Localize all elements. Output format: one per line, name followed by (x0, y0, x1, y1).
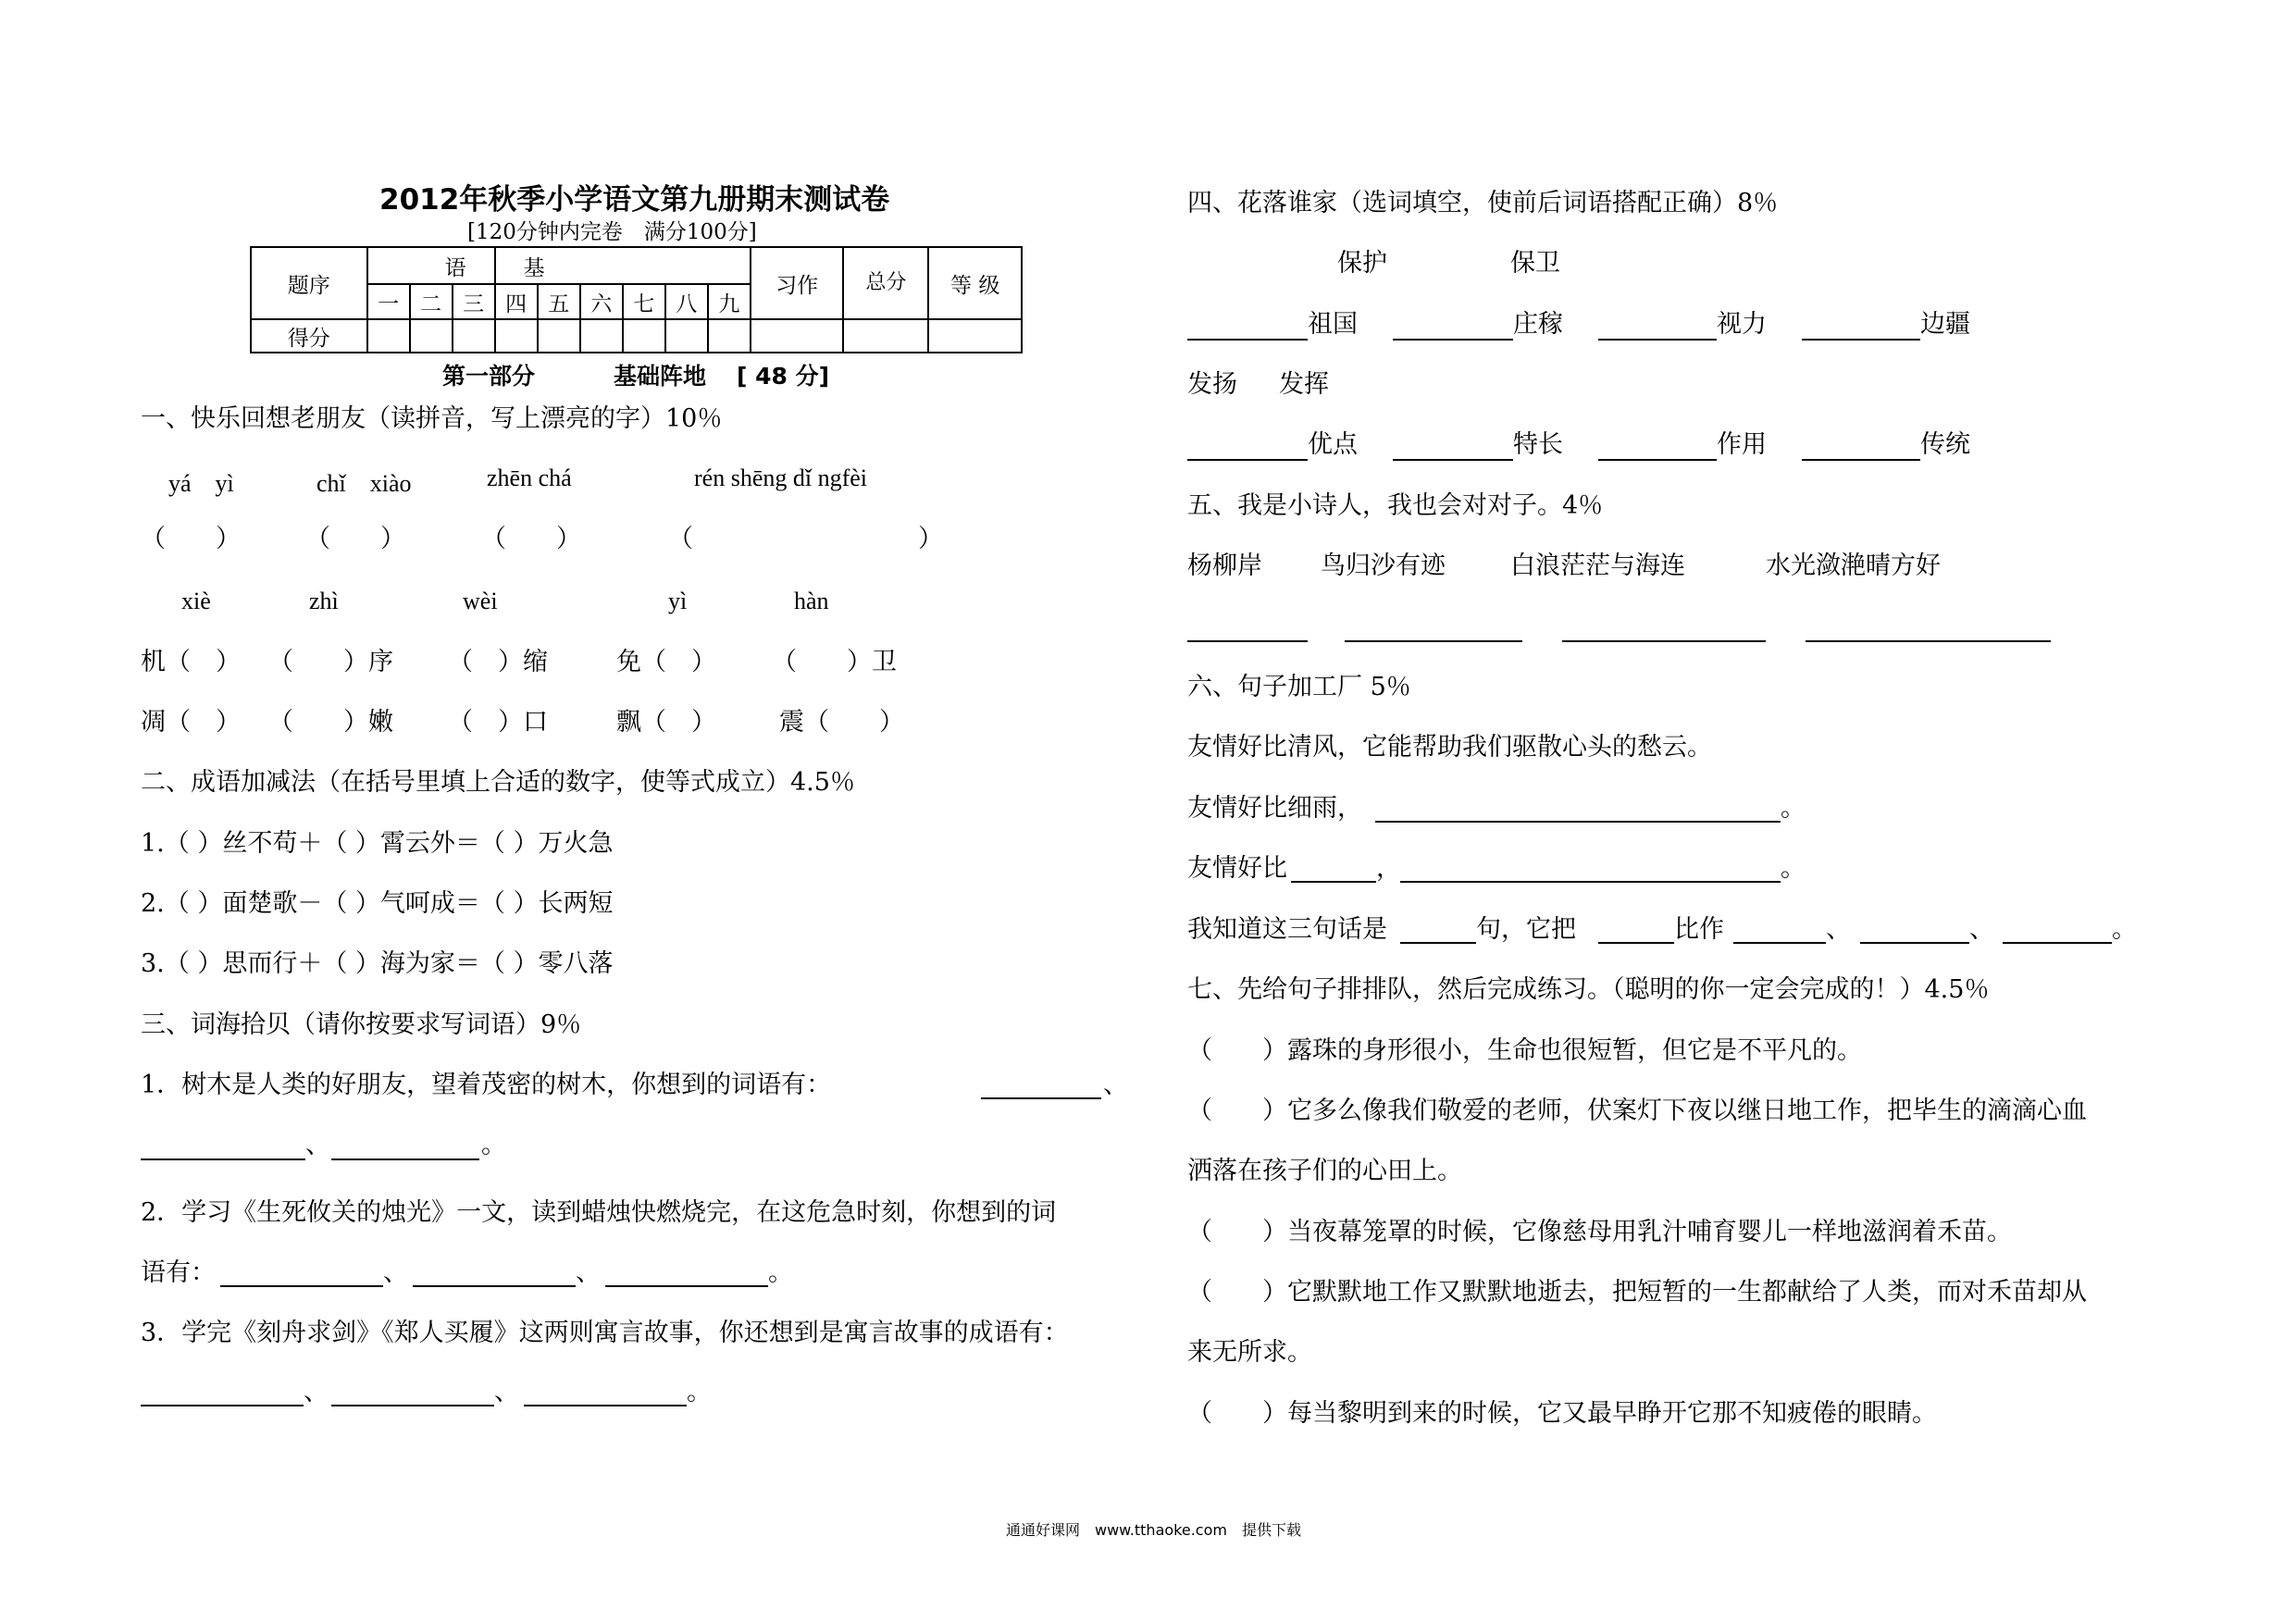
sentence-item-cont: 洒落在孩子们的心田上。 (1187, 1157, 1462, 1185)
answer-blank[interactable] (1802, 339, 1920, 341)
col-dengji: 等 级 (928, 247, 1022, 319)
char-fill[interactable]: 机（ ） (141, 648, 241, 676)
part1-name: 基础阵地 (614, 363, 707, 390)
q6-line4-c: 比作 (1674, 915, 1724, 944)
score-cell[interactable] (928, 319, 1022, 353)
separator: 。 (1781, 854, 1806, 883)
answer-blank[interactable] (524, 1405, 687, 1406)
couplet-prompt: 白浪茫茫与海连 (1510, 551, 1685, 580)
group-label-yu: 语 (367, 247, 495, 284)
answer-blank[interactable] (981, 1097, 1101, 1099)
col-9: 九 (708, 284, 751, 319)
pinyin: wèi (463, 588, 498, 614)
score-table (250, 246, 1023, 353)
answer-blank[interactable] (141, 1158, 305, 1160)
pinyin: hàn (794, 588, 829, 614)
col-2: 二 (410, 284, 453, 319)
fill-word: 边疆 (1920, 310, 1970, 339)
separator: 、 (494, 1378, 519, 1406)
separator: ， (1376, 854, 1401, 883)
answer-blank[interactable] (1375, 821, 1781, 823)
score-cell[interactable] (623, 319, 665, 353)
pinyin: chǐ xiào (316, 470, 412, 497)
pinyin: rén shēng dǐ ngfèi (694, 465, 868, 491)
pinyin: zhēn chá (487, 465, 572, 491)
score-cell[interactable] (665, 319, 708, 353)
idiom-equation[interactable]: 2.（ ）面楚歌－（ ）气呵成＝（ ）长两短 (141, 889, 614, 918)
score-cell[interactable] (580, 319, 623, 353)
answer-paren[interactable]: （ ） (305, 525, 405, 553)
answer-blank[interactable] (1802, 459, 1920, 461)
char-fill[interactable]: 凋（ ） (141, 708, 241, 737)
answer-blank[interactable] (1187, 459, 1308, 461)
q6-title: 六、句子加工厂 5％ (1187, 673, 1411, 701)
sentence-item[interactable]: （ ）露珠的身形很小，生命也很短暂，但它是不平凡的。 (1187, 1036, 1862, 1065)
answer-blank[interactable] (1860, 942, 1969, 944)
separator: 、 (383, 1258, 408, 1287)
sentence-item[interactable]: （ ）当夜幕笼罩的时候，它像慈母用乳汁哺育婴儿一样地滋润着禾苗。 (1187, 1218, 2012, 1246)
col-xizuo: 习作 (751, 247, 843, 319)
char-fill[interactable]: （ ）缩 (448, 648, 548, 676)
score-cell[interactable] (453, 319, 495, 353)
answer-blank[interactable] (1598, 942, 1674, 944)
q2-title: 二、成语加减法（在括号里填上合适的数字，使等式成立）4.5％ (141, 768, 855, 797)
couplet-prompt: 杨柳岸 (1187, 551, 1262, 580)
score-cell[interactable] (410, 319, 453, 353)
q4-title: 四、花落谁家（选词填空，使前后词语搭配正确）8％ (1187, 189, 1779, 217)
answer-blank[interactable] (1598, 459, 1717, 461)
answer-blank[interactable] (331, 1405, 494, 1406)
char-fill[interactable]: 免（ ） (616, 648, 716, 676)
couplet-prompt: 鸟归沙有迹 (1321, 551, 1446, 580)
answer-blank[interactable] (1393, 339, 1513, 341)
answer-blank[interactable] (1806, 640, 2051, 642)
part1-label: 第一部分 (442, 363, 536, 390)
fill-word: 庄稼 (1513, 310, 1563, 339)
sentence-item[interactable]: （ ）它多么像我们敬爱的老师，伏案灯下夜以继日地工作，把毕生的滴滴心血 (1187, 1096, 2087, 1125)
sentence-item-cont: 来无所求。 (1187, 1338, 1312, 1367)
fill-word: 作用 (1717, 430, 1767, 459)
separator: 。 (2112, 915, 2137, 944)
score-cell[interactable] (367, 319, 410, 353)
word-choice: 发扬 (1187, 370, 1237, 399)
answer-blank[interactable] (1562, 640, 1766, 642)
q5-title: 五、我是小诗人，我也会对对子。4％ (1187, 491, 1604, 520)
q6-line4-b: 句，它把 (1476, 915, 1576, 944)
answer-blank[interactable] (2003, 942, 2112, 944)
q6-line4: 我知道这三句话是 (1187, 915, 1387, 944)
q1-title: 一、快乐回想老朋友（读拼音，写上漂亮的字）10％ (141, 404, 723, 433)
answer-paren[interactable]: （ ） (668, 525, 943, 553)
pinyin: yá yì (168, 470, 234, 497)
fill-word: 祖国 (1308, 310, 1358, 339)
word-choice: 保卫 (1510, 249, 1560, 278)
answer-blank[interactable] (331, 1158, 479, 1160)
separator: 。 (687, 1378, 712, 1406)
answer-paren[interactable]: （ ） (481, 525, 581, 553)
char-fill[interactable]: 飘（ ） (616, 708, 716, 737)
char-fill[interactable]: （ ）口 (448, 708, 548, 737)
col-zongfen: 总分 (843, 247, 928, 319)
answer-blank[interactable] (1733, 942, 1826, 944)
pinyin: xiè (181, 588, 211, 614)
answer-blank[interactable] (1291, 881, 1376, 883)
fill-word: 传统 (1920, 430, 1970, 459)
answer-blank[interactable] (605, 1285, 768, 1287)
col-3: 三 (453, 284, 495, 319)
answer-blank[interactable] (141, 1405, 304, 1406)
q3-item2: 2．学习《生死攸关的烛光》一文，读到蜡烛快燃烧完，在这危急时刻，你想到的词 (141, 1198, 1057, 1227)
col-7: 七 (623, 284, 665, 319)
q3-item3: 3．学完《刻舟求剑》《郑人买履》这两则寓言故事，你还想到是寓言故事的成语有： (141, 1319, 1069, 1347)
sentence-item[interactable]: （ ）每当黎明到来的时候，它又最早睁开它那不知疲倦的眼睛。 (1187, 1399, 1937, 1428)
col-1: 一 (367, 284, 410, 319)
char-fill[interactable]: （ ）序 (268, 648, 393, 676)
char-fill[interactable]: （ ）卫 (772, 648, 897, 676)
separator: 。 (1781, 794, 1806, 823)
idiom-equation[interactable]: 3.（ ）思而行＋（ ）海为家＝（ ）零八落 (141, 949, 614, 978)
q6-example: 友情好比清风，它能帮助我们驱散心头的愁云。 (1187, 733, 1712, 762)
answer-blank[interactable] (1187, 339, 1308, 341)
q3-item2-cont: 语有： (141, 1258, 216, 1287)
q3-item1: 1．树木是人类的好朋友，望着茂密的树木，你想到的词语有： (141, 1071, 832, 1099)
separator: 。 (481, 1131, 506, 1159)
char-fill[interactable]: 震（ ） (779, 708, 904, 737)
separator: 、 (1103, 1071, 1128, 1099)
answer-blank[interactable] (1598, 339, 1717, 341)
exam-subtitle: [120分钟内完卷 满分100分] (467, 220, 757, 244)
answer-blank[interactable] (220, 1285, 383, 1287)
answer-blank[interactable] (1400, 881, 1781, 883)
fill-word: 视力 (1717, 310, 1767, 339)
fill-word: 优点 (1308, 430, 1358, 459)
separator: 、 (576, 1258, 601, 1287)
col-8: 八 (665, 284, 708, 319)
idiom-equation[interactable]: 1.（ ）丝不苟＋（ ）霄云外＝（ ）万火急 (141, 829, 614, 858)
separator: 、 (1969, 915, 1994, 944)
q3-title: 三、词海拾贝（请你按要求写词语）9％ (141, 1010, 582, 1039)
group-label-ji: 基 (495, 247, 751, 284)
pinyin: zhì (309, 588, 339, 614)
q6-line3: 友情好比 (1187, 854, 1287, 883)
col-4: 四 (495, 284, 538, 319)
score-cell[interactable] (708, 319, 751, 353)
answer-blank[interactable] (1400, 942, 1476, 944)
word-choice: 发挥 (1279, 370, 1329, 399)
answer-blank[interactable] (413, 1285, 576, 1287)
row-label-tixu: 题序 (251, 247, 367, 319)
footer-credit: 通通好课网 www.tthaoke.com 提供下载 (1006, 1521, 1301, 1539)
col-6: 六 (580, 284, 623, 319)
score-cell[interactable] (843, 319, 928, 353)
score-cell[interactable] (495, 319, 538, 353)
fill-word: 特长 (1513, 430, 1563, 459)
answer-blank[interactable] (1393, 459, 1513, 461)
separator: 。 (768, 1258, 793, 1287)
answer-blank[interactable] (1187, 640, 1308, 642)
answer-paren[interactable]: （ ） (141, 525, 241, 553)
separator: 、 (1826, 915, 1851, 944)
row-label-defen: 得分 (251, 319, 367, 353)
separator: 、 (304, 1378, 329, 1406)
part1-score: [ 48 分] (737, 363, 830, 390)
q6-line2: 友情好比细雨， (1187, 794, 1362, 823)
col-5: 五 (538, 284, 580, 319)
word-choice: 保护 (1337, 249, 1387, 278)
q7-title: 七、先给句子排排队，然后完成练习。（聪明的你一定会完成的！）4.5％ (1187, 975, 1990, 1004)
pinyin: yì (668, 588, 688, 614)
exam-title: 2012年秋季小学语文第九册期末测试卷 (379, 183, 890, 217)
answer-blank[interactable] (1345, 640, 1522, 642)
score-cell[interactable] (751, 319, 843, 353)
separator: 、 (305, 1131, 330, 1159)
sentence-item[interactable]: （ ）它默默地工作又默默地逝去，把短暂的一生都献给了人类，而对禾苗却从 (1187, 1278, 2087, 1307)
char-fill[interactable]: （ ）嫩 (268, 708, 393, 737)
couplet-prompt: 水光潋滟晴方好 (1766, 551, 1941, 580)
score-cell[interactable] (538, 319, 580, 353)
